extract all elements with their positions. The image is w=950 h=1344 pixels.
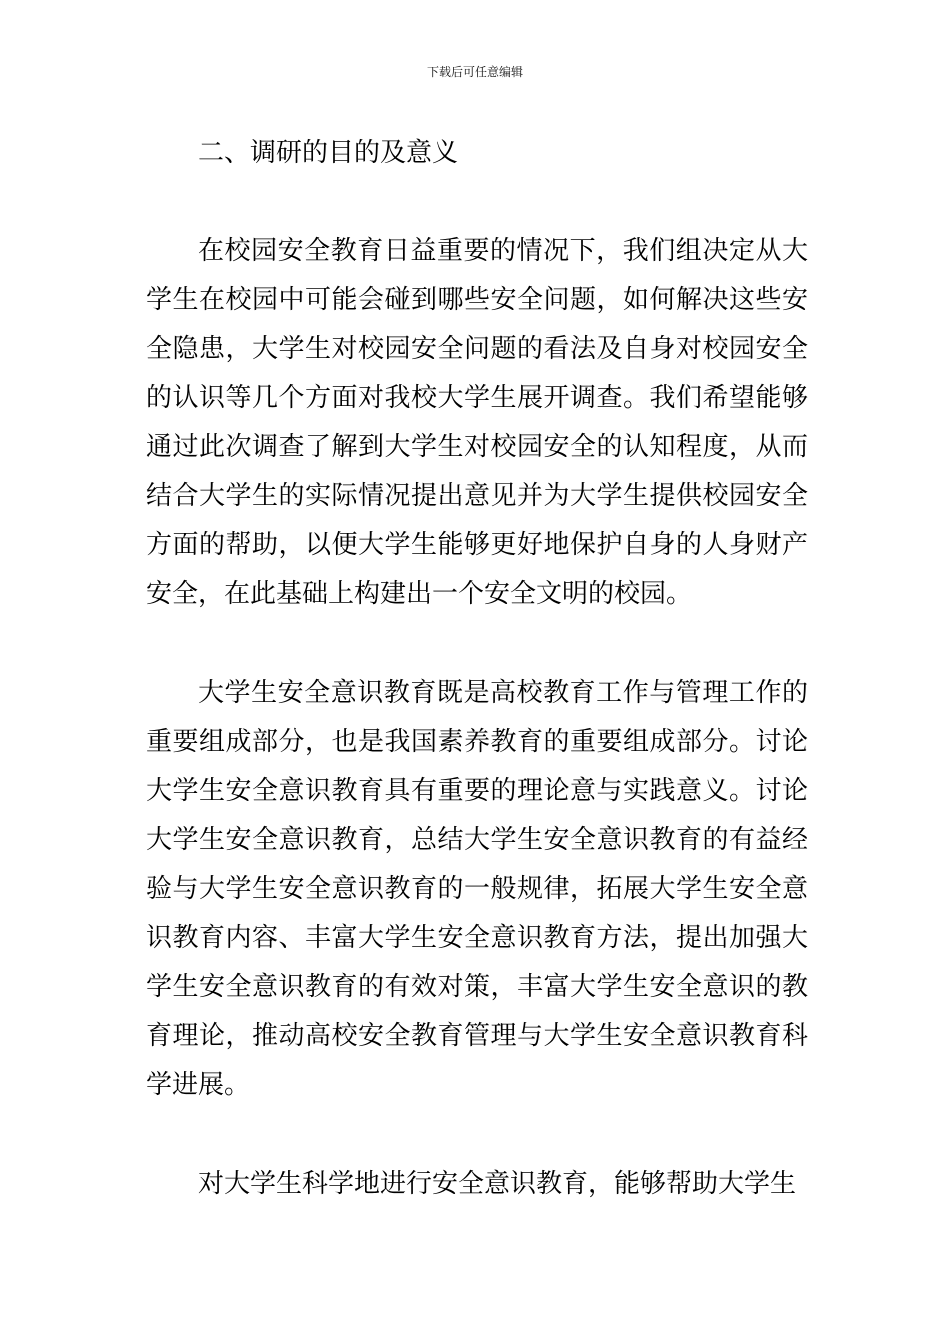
paragraph-continuation: 对大学生科学地进行安全意识教育，能够帮助大学生 bbox=[198, 1169, 797, 1199]
document-body bbox=[146, 129, 808, 1209]
page-header-note: 下载后可任意编辑 bbox=[426, 65, 523, 79]
paragraph-significance: 大学生安全意识教育既是高校教育工作与管理工作的重要组成部分，也是我国素养教育的重要组成部分。讨论大学生安全意识教育具有重要的理论意与实践意义。讨论大学生安全意识教育，总结大学生安全意识教育的有益经验与大学生安全意识教育的一般规律，拓展大学生安全意识教育内容、丰富大学生安全意识教育方法，提出加强大学生安全意识教育的有效对策，丰富大学生安全意识的教育理论，推动高校安全教育管理与大学生安全意识教育科学进展。 bbox=[146, 678, 808, 1100]
section-heading: 二、调研的目的及意义 bbox=[198, 138, 459, 168]
paragraph-purpose: 在校园安全教育日益重要的情况下，我们组决定从大学生在校园中可能会碰到哪些安全问题，如何解决这些安全隐患，大学生对校园安全问题的看法及自身对校园安全的认识等几个方面对我校大学生展开调查。我们希望能够通过此次调查了解到大学生对校园安全的认知程度，从而结合大学生的实际情况提出意见并为大学生提供校园安全方面的帮助，以便大学生能够更好地保护自身的人身财产安全，在此基础上构建出一个安全文明的校园。 bbox=[146, 236, 808, 609]
